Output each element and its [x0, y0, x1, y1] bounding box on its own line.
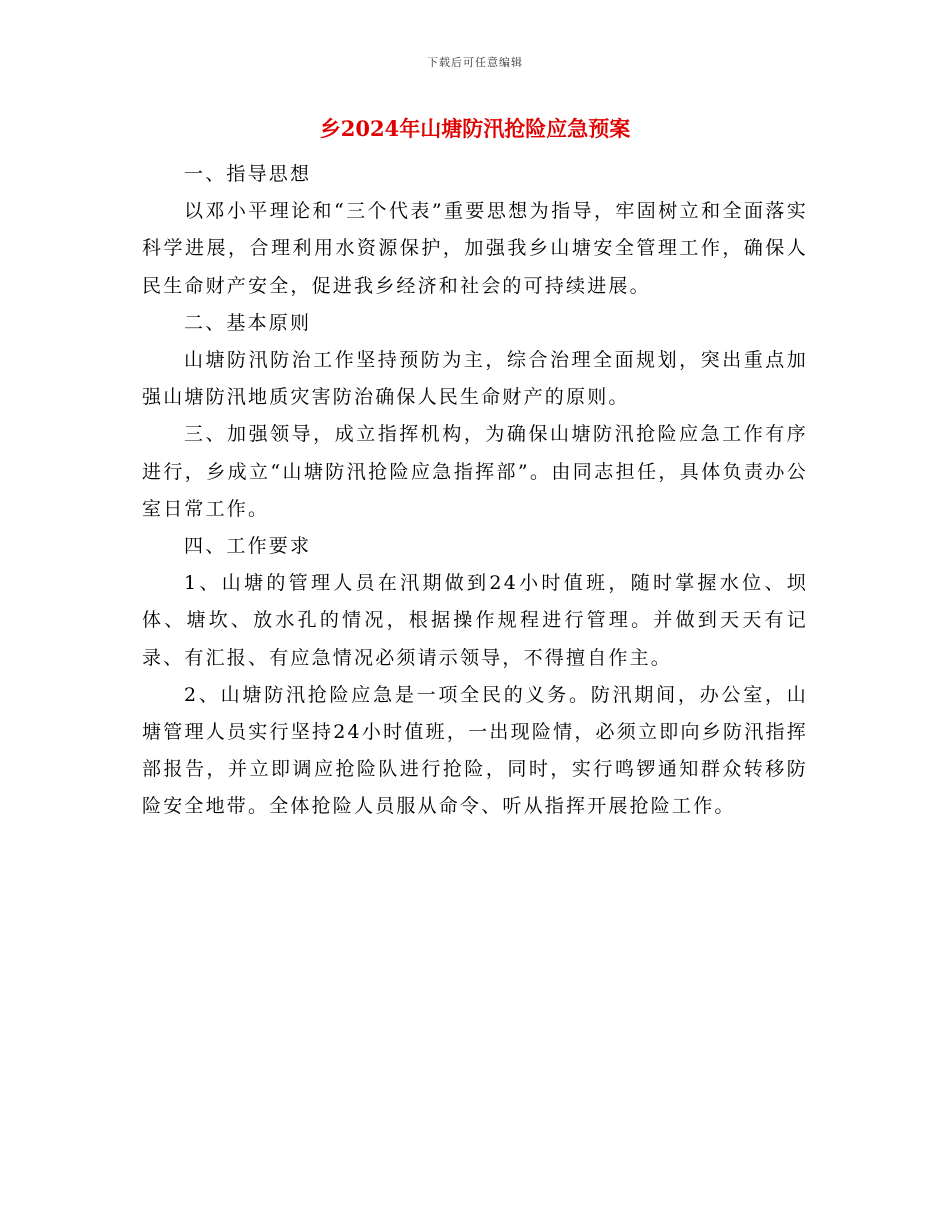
- document-title: 乡2024年山塘防汛抢险应急预案: [319, 116, 631, 141]
- section-heading-basic-principles: 二、基本原则: [184, 311, 312, 334]
- paragraph-guiding-ideology: 以邓小平理论和“三个代表”重要思想为指导，牢固树立和全面落实科学进展，合理利用水资源保护，加强我乡山塘安全管理工作，确保人民生命财产安全，促进我乡经济和社会的可持续进展。: [142, 200, 808, 297]
- paragraph-requirement-1: 1、山塘的管理人员在汛期做到24小时值班，随时掌握水位、坝体、塘坎、放水孔的情况，根据操作规程进行管理。并做到天天有记录、有汇报、有应急情况必须请示领导，不得擅自作主。: [142, 572, 808, 669]
- section-heading-guiding-ideology: 一、指导思想: [184, 163, 312, 185]
- section-heading-work-requirements: 四、工作要求: [184, 535, 312, 558]
- page-header-note: 下载后可任意编辑: [427, 56, 523, 69]
- paragraph-requirement-2: 2、山塘防汛抢险应急是一项全民的义务。防汛期间，办公室，山塘管理人员实行坚持24小时值班，一出现险情，必须立即向乡防汛指挥部报告，并立即调应抢险队进行抢险，同时，实行鸣锣通知群众转移防险安全地带。全体抢险人员服从命令、听从指挥开展抢险工作。: [142, 683, 808, 818]
- paragraph-basic-principles: 山塘防汛防治工作坚持预防为主，综合治理全面规划，突出重点加强山塘防汛地质灾害防治确保人民生命财产的原则。: [142, 349, 808, 409]
- paragraph-strengthen-leadership: 三、加强领导，成立指挥机构，为确保山塘防汛抢险应急工作有序进行，乡成立“山塘防汛抢险应急指挥部”。由同志担任，具体负责办公室日常工作。: [142, 423, 808, 520]
- document-body: [142, 156, 808, 826]
